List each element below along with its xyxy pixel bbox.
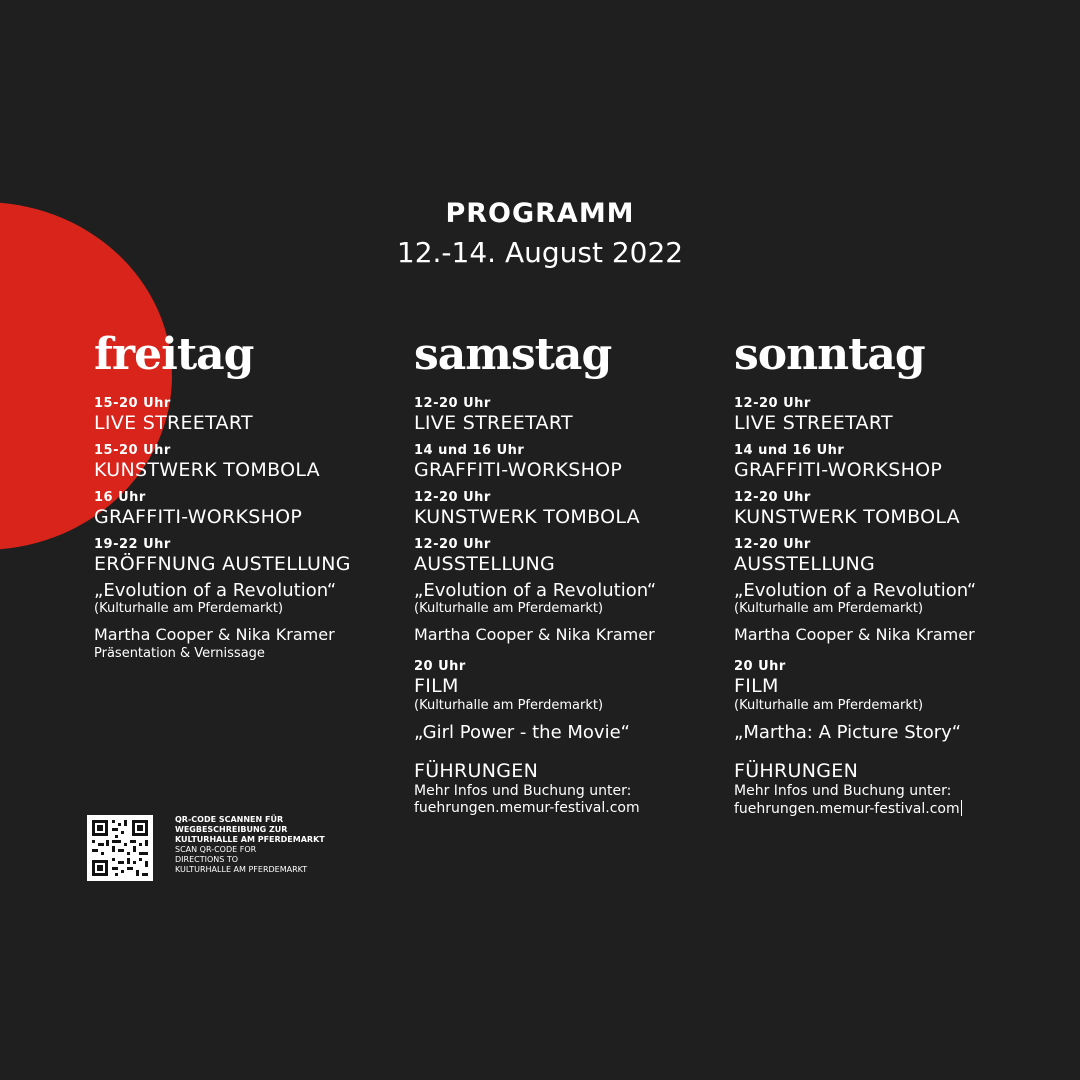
- tours-section: [414, 760, 734, 817]
- event-item: [734, 537, 1054, 645]
- event-item: [414, 396, 734, 435]
- event-name: LIVE STREETART: [734, 412, 893, 434]
- exhibition-title: „Evolution of a Revolution“: [94, 580, 337, 601]
- tours-heading: FÜHRUNGEN: [414, 760, 539, 782]
- event-item: [734, 659, 1054, 744]
- event-time: 12-20 Uhr: [414, 490, 491, 505]
- event-name: KUNSTWERK TOMBOLA: [734, 506, 960, 528]
- event-time: 12-20 Uhr: [734, 396, 811, 411]
- event-name: GRAFFITI-WORKSHOP: [414, 459, 623, 481]
- event-item: [94, 537, 414, 662]
- event-name: AUSSTELLUNG: [414, 553, 556, 575]
- event-name: ERÖFFNUNG AUSTELLUNG: [94, 553, 351, 575]
- event-name: KUNSTWERK TOMBOLA: [94, 459, 320, 481]
- event-item: [734, 490, 1054, 529]
- event-item: [414, 490, 734, 529]
- event-item: [414, 659, 734, 744]
- text-cursor: [961, 800, 962, 816]
- event-item: [414, 537, 734, 645]
- event-time: 14 und 16 Uhr: [414, 443, 525, 458]
- event-venue: (Kulturhalle am Pferdemarkt): [94, 601, 284, 616]
- event-time: 16 Uhr: [94, 490, 146, 505]
- event-item: [734, 396, 1054, 435]
- qr-code-icon[interactable]: [87, 815, 153, 881]
- event-item: [734, 443, 1054, 482]
- event-name: KUNSTWERK TOMBOLA: [414, 506, 640, 528]
- day-column-friday: [94, 330, 414, 670]
- event-item: [414, 443, 734, 482]
- event-time: 12-20 Uhr: [414, 537, 491, 552]
- day-heading: samstag: [414, 329, 612, 380]
- page-title: PROGRAMM: [445, 198, 635, 229]
- tours-heading: FÜHRUNGEN: [734, 760, 859, 782]
- qr-text-de: KULTURHALLE AM PFERDEMARKT: [175, 835, 325, 844]
- event-note: Präsentation & Vernissage: [94, 646, 265, 661]
- tours-section: [734, 760, 1054, 818]
- event-name: LIVE STREETART: [414, 412, 573, 434]
- event-name: FILM: [734, 675, 779, 697]
- film-title: „Girl Power - the Movie“: [414, 722, 630, 743]
- tours-info: Mehr Infos und Buchung unter:: [734, 783, 952, 799]
- event-venue: (Kulturhalle am Pferdemarkt): [414, 601, 604, 616]
- event-item: [94, 490, 414, 529]
- tours-info: Mehr Infos und Buchung unter:: [414, 783, 632, 799]
- qr-instructions: [175, 815, 365, 875]
- day-heading: sonntag: [734, 329, 925, 380]
- event-time: 20 Uhr: [414, 659, 466, 674]
- event-item: [94, 443, 414, 482]
- event-artists: Martha Cooper & Nika Kramer: [94, 625, 335, 644]
- tours-link[interactable]: [734, 800, 1054, 818]
- event-time: 20 Uhr: [734, 659, 786, 674]
- event-artists: Martha Cooper & Nika Kramer: [414, 625, 655, 644]
- qr-text-en: SCAN QR-CODE FOR: [175, 845, 257, 854]
- event-time: 14 und 16 Uhr: [734, 443, 845, 458]
- film-title: „Martha: A Picture Story“: [734, 722, 962, 743]
- qr-text-de: WEGBESCHREIBUNG ZUR: [175, 825, 288, 834]
- event-name: AUSSTELLUNG: [734, 553, 876, 575]
- event-venue: (Kulturhalle am Pferdemarkt): [414, 698, 604, 713]
- day-column-sunday: [734, 330, 1054, 818]
- event-time: 19-22 Uhr: [94, 537, 171, 552]
- tours-link-text: fuehrungen.memur-festival.com: [734, 801, 960, 817]
- event-time: 15-20 Uhr: [94, 443, 171, 458]
- tours-link[interactable]: fuehrungen.memur-festival.com: [414, 800, 640, 816]
- event-name: FILM: [414, 675, 459, 697]
- qr-text-en: DIRECTIONS TO: [175, 855, 239, 864]
- event-time: 12-20 Uhr: [734, 490, 811, 505]
- exhibition-title: „Evolution of a Revolution“: [414, 580, 657, 601]
- event-name: LIVE STREETART: [94, 412, 253, 434]
- qr-text-de: QR-CODE SCANNEN FÜR: [175, 815, 284, 824]
- event-item: [94, 396, 414, 435]
- day-heading: freitag: [94, 329, 254, 380]
- event-time: 12-20 Uhr: [734, 537, 811, 552]
- event-name: GRAFFITI-WORKSHOP: [734, 459, 943, 481]
- event-venue: (Kulturhalle am Pferdemarkt): [734, 698, 924, 713]
- event-time: 12-20 Uhr: [414, 396, 491, 411]
- event-dates: 12.-14. August 2022: [396, 236, 684, 269]
- event-venue: (Kulturhalle am Pferdemarkt): [734, 601, 924, 616]
- event-time: 15-20 Uhr: [94, 396, 171, 411]
- event-artists: Martha Cooper & Nika Kramer: [734, 625, 975, 644]
- qr-text-en: KULTURHALLE AM PFERDEMARKT: [175, 865, 308, 874]
- day-column-saturday: [414, 330, 734, 817]
- event-name: GRAFFITI-WORKSHOP: [94, 506, 303, 528]
- exhibition-title: „Evolution of a Revolution“: [734, 580, 977, 601]
